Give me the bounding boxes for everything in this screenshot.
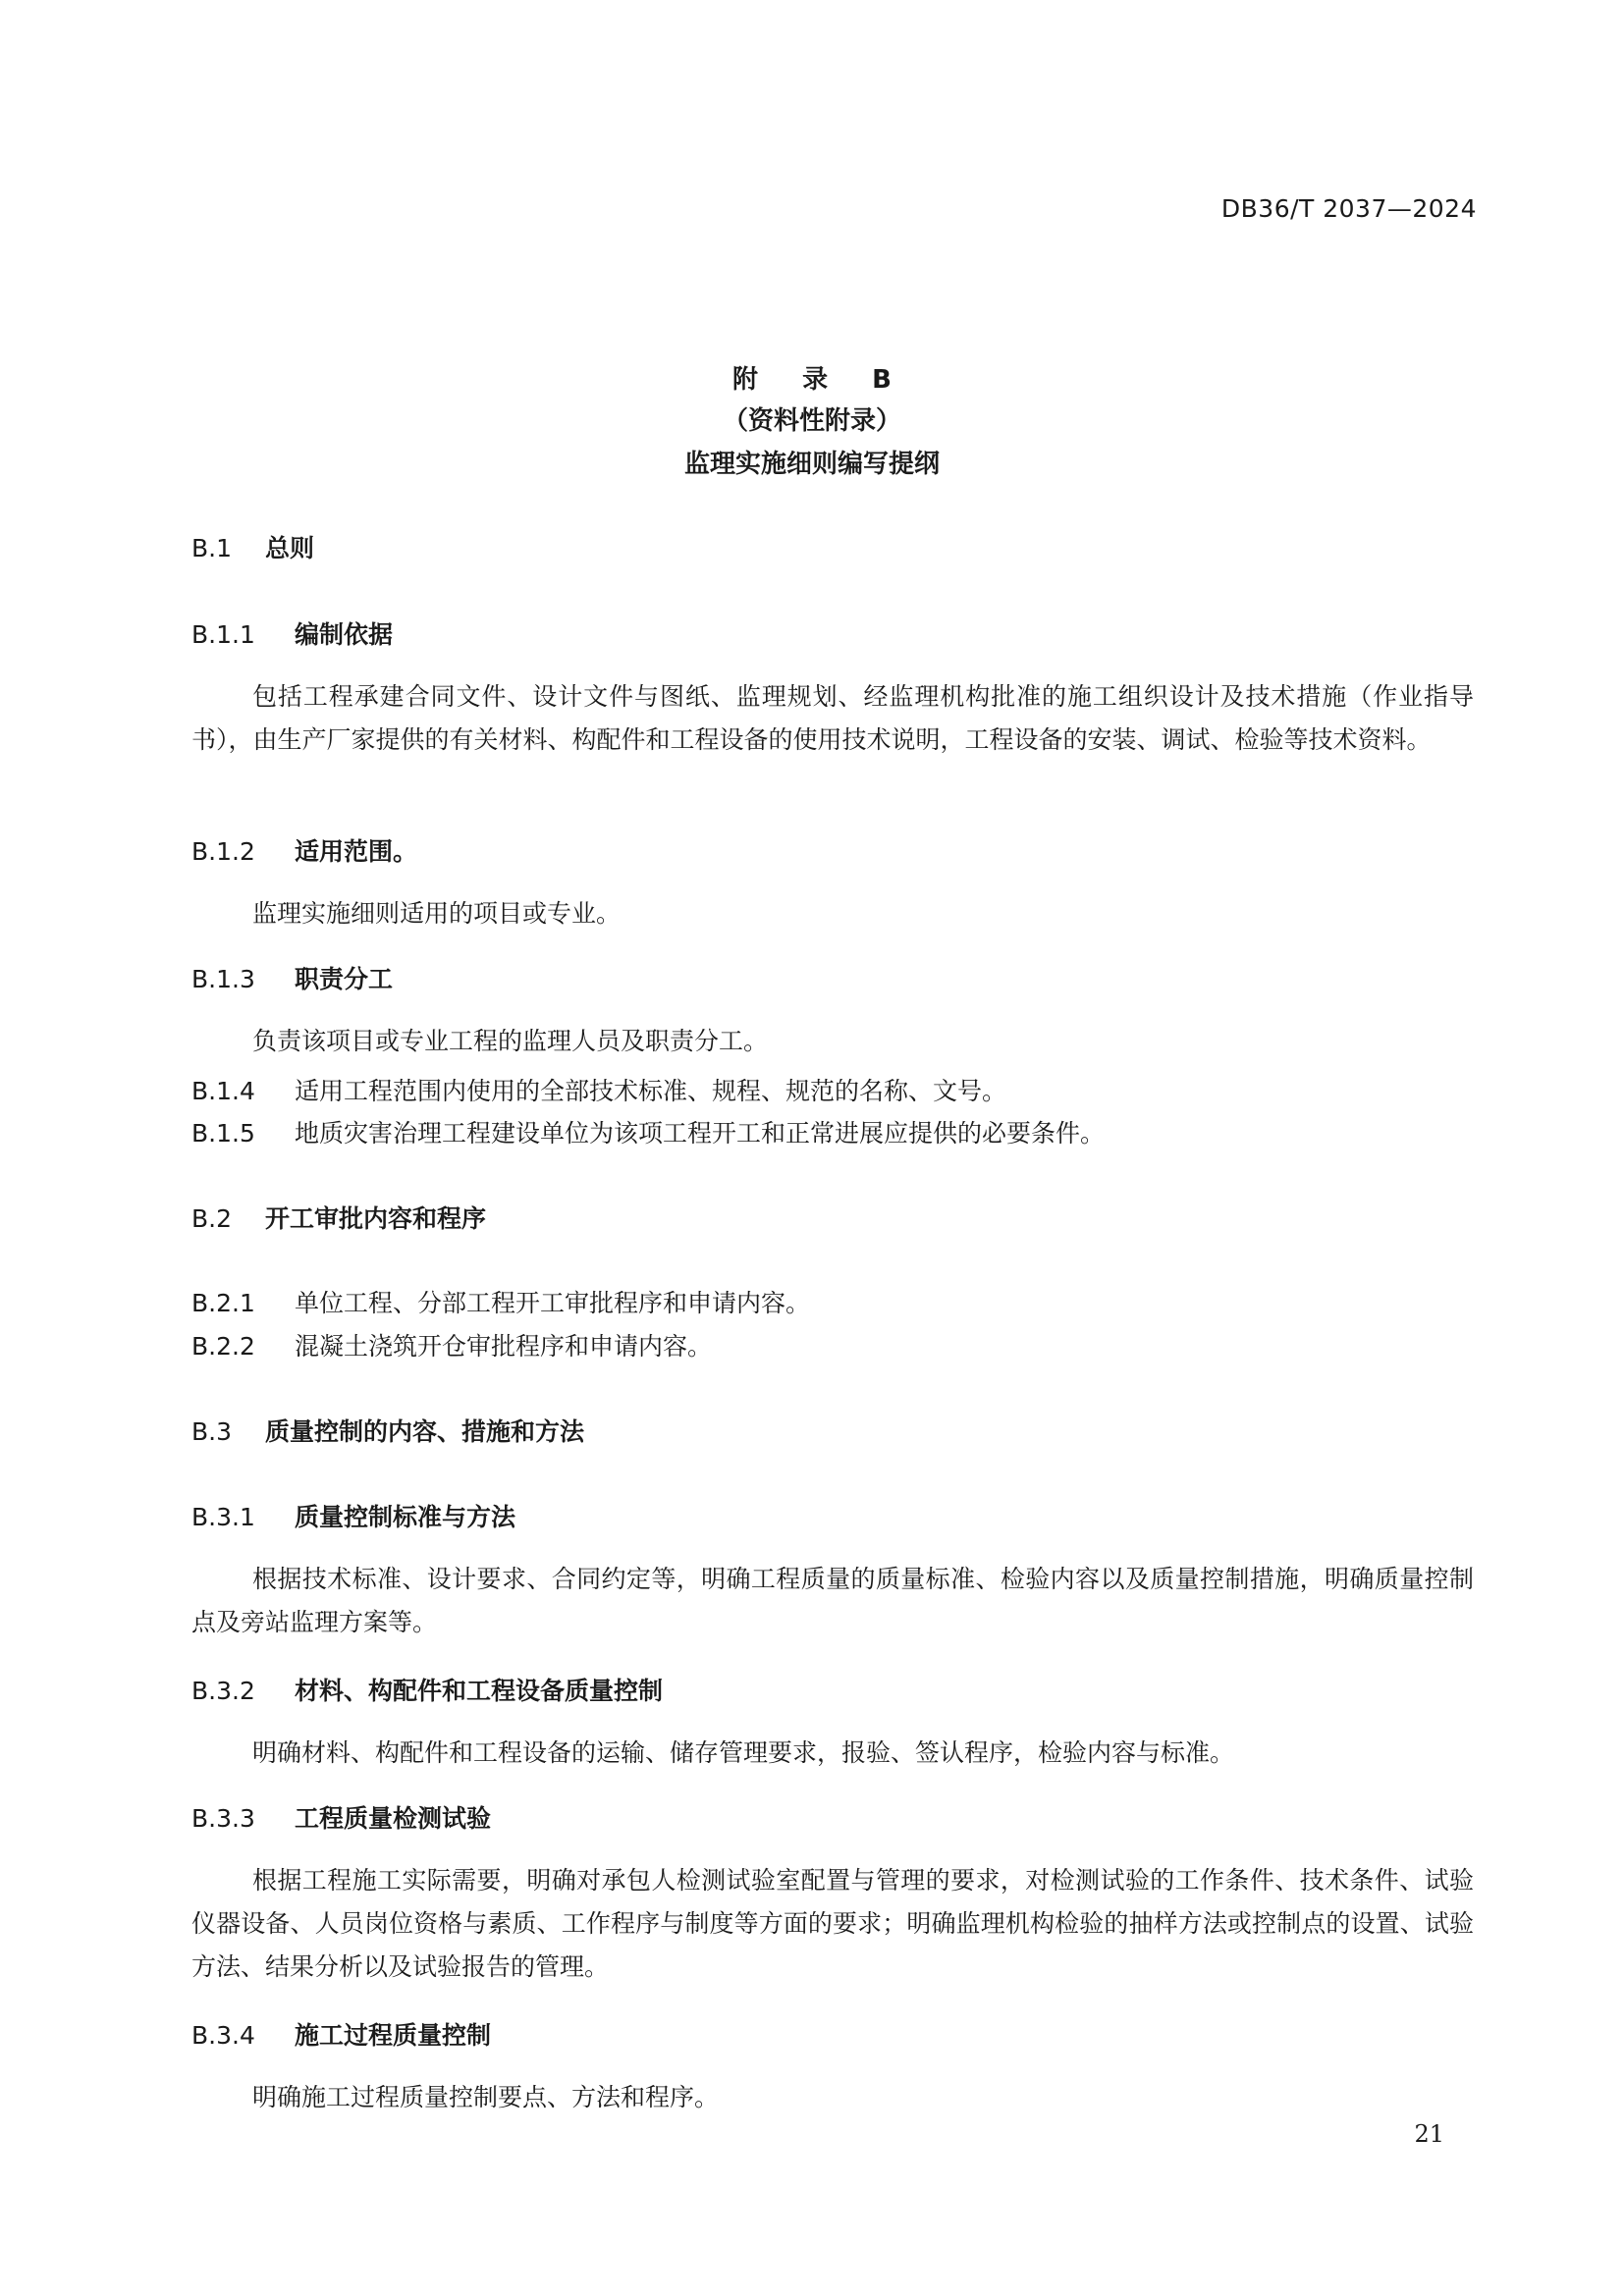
clause-text: 混凝土浇筑开仓审批程序和申请内容。: [295, 1332, 713, 1361]
section-heading-b2: [191, 1200, 486, 1235]
clause-b22: [191, 1327, 712, 1362]
clause-number: B.1.5: [191, 1119, 255, 1148]
section-heading-b3: [191, 1413, 584, 1448]
clause-text: 适用工程范围内使用的全部技术标准、规程、规范的名称、文号。: [295, 1077, 1007, 1105]
subsection-title: 材料、构配件和工程设备质量控制: [295, 1677, 664, 1705]
subsection-title: 质量控制标准与方法: [295, 1503, 516, 1531]
paragraph-b33: 根据工程施工实际需要，明确对承包人检测试验室配置与管理的要求，对检测试验的工作条件、技术条件、试验仪器设备、人员岗位资格与素质、工作程序与制度等方面的要求；明确监理机构检验的抽样方法或控制点的设置、试验方法、结果分析以及试验报告的管理。: [191, 1866, 1474, 1981]
subsection-title: 编制依据: [295, 620, 394, 649]
subsection-number: B.1.2: [191, 837, 255, 866]
appendix-label: 附 录 B: [732, 365, 909, 395]
appendix-type: （资料性附录）: [722, 406, 901, 436]
subsection-heading-b34: [191, 2016, 491, 2052]
paragraph-b34: 明确施工过程质量控制要点、方法和程序。: [252, 2083, 720, 2111]
paragraph-b12: 监理实施细则适用的项目或专业。: [252, 899, 622, 928]
subsection-heading-b32: [191, 1672, 663, 1707]
paragraph-b31: 根据技术标准、设计要求、合同约定等，明确工程质量的质量标准、检验内容以及质量控制措施，明确质量控制点及旁站监理方案等。: [191, 1565, 1474, 1636]
subsection-heading-b31: [191, 1498, 515, 1533]
clause-b15: [191, 1114, 1105, 1149]
clause-number: B.2.1: [191, 1289, 255, 1317]
subsection-heading-b13: [191, 960, 393, 995]
paragraph-b32: 明确材料、构配件和工程设备的运输、储存管理要求，报验、签认程序，检验内容与标准。: [252, 1738, 1235, 1767]
subsection-number: B.1.3: [191, 965, 255, 993]
subsection-heading-b33: [191, 1799, 491, 1835]
section-title: 质量控制的内容、措施和方法: [265, 1417, 585, 1446]
section-number: B.3: [191, 1417, 233, 1446]
document-number: DB36/T 2037—2024: [1220, 194, 1477, 223]
section-number: B.1: [191, 534, 233, 562]
subsection-heading-b11: [191, 615, 393, 651]
section-title: 总则: [265, 534, 315, 562]
clause-b14: [191, 1072, 1006, 1107]
subsection-title: 适用范围。: [295, 837, 418, 866]
clause-text: 单位工程、分部工程开工审批程序和申请内容。: [295, 1289, 811, 1317]
section-title: 开工审批内容和程序: [265, 1204, 487, 1233]
subsection-title: 施工过程质量控制: [295, 2021, 492, 2050]
paragraph-b13: 负责该项目或专业工程的监理人员及职责分工。: [252, 1027, 769, 1055]
clause-number: B.1.4: [191, 1077, 255, 1105]
subsection-number: B.3.2: [191, 1677, 255, 1705]
clause-b21: [191, 1284, 810, 1319]
clause-number: B.2.2: [191, 1332, 255, 1361]
subsection-heading-b12: [191, 832, 417, 868]
subsection-number: B.3.4: [191, 2021, 255, 2050]
section-heading-b1: [191, 529, 314, 564]
section-number: B.2: [191, 1204, 233, 1233]
clause-text: 地质灾害治理工程建设单位为该项工程开工和正常进展应提供的必要条件。: [295, 1119, 1106, 1148]
subsection-number: B.3.3: [191, 1804, 255, 1833]
subsection-title: 工程质量检测试验: [295, 1804, 492, 1833]
subsection-title: 职责分工: [295, 965, 394, 993]
subsection-number: B.1.1: [191, 620, 255, 649]
paragraph-b11: 包括工程承建合同文件、设计文件与图纸、监理规划、经监理机构批准的施工组织设计及技术措施（作业指导书），由生产厂家提供的有关材料、构配件和工程设备的使用技术说明，工程设备的安装、调试、检验等技术资料。: [191, 682, 1474, 754]
appendix-title: 监理实施细则编写提纲: [683, 450, 940, 479]
page-number: 21: [1414, 2120, 1444, 2148]
subsection-number: B.3.1: [191, 1503, 255, 1531]
